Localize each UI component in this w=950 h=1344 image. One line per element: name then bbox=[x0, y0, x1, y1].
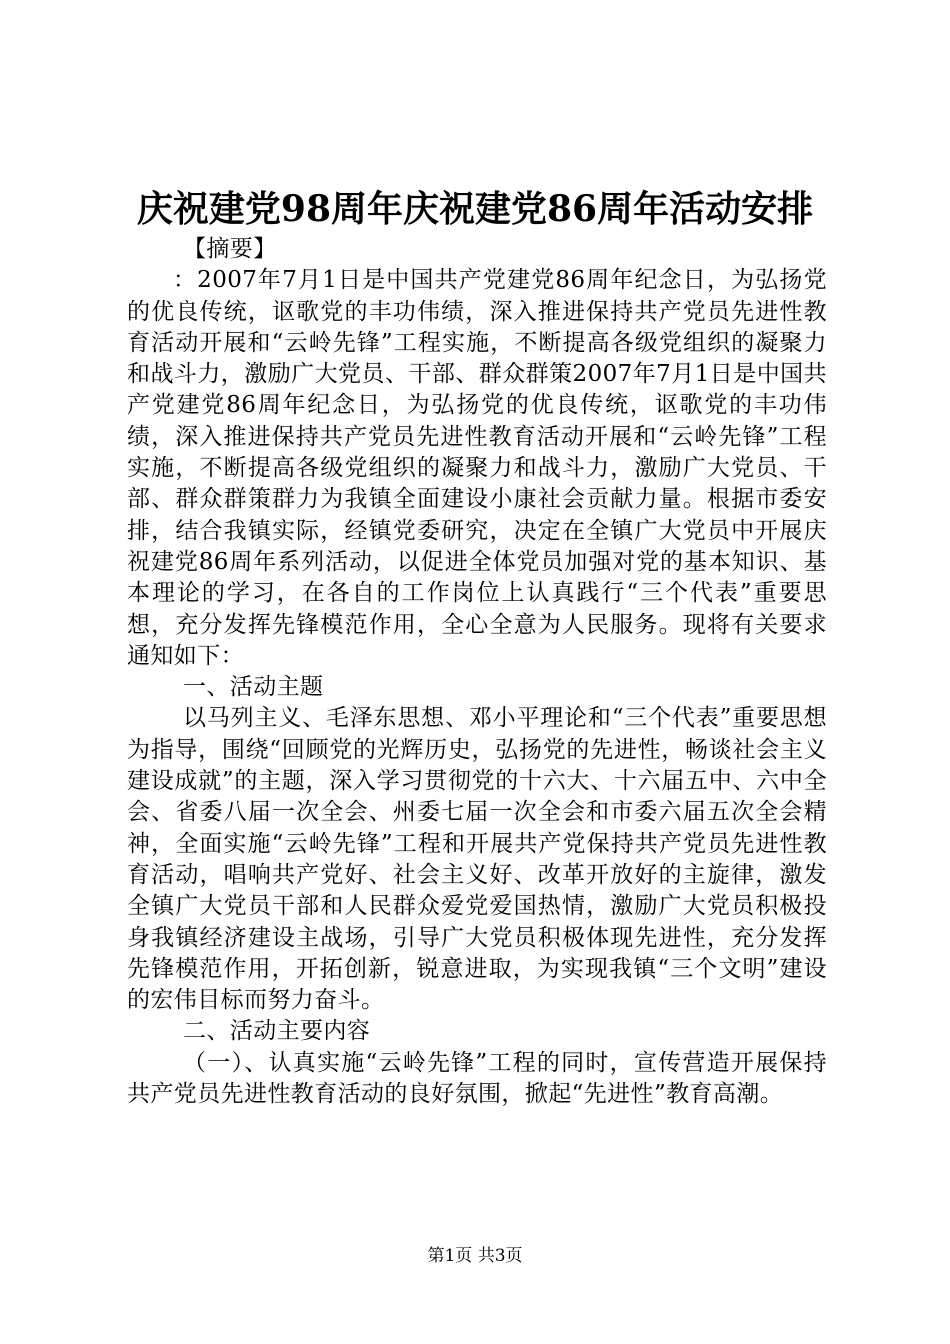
paragraph-content-1: （一）、认真实施“云岭先锋”工程的同时，宣传营造开展保持共产党员先进性教育活动的良好氛围，掀起“先进性”教育高潮。 bbox=[127, 1049, 827, 1108]
section-heading-theme: 一、活动主题 bbox=[183, 674, 324, 701]
page-indicator: 第1页 共3页 bbox=[427, 1246, 523, 1266]
paragraph-theme: 以马列主义、毛泽东思想、邓小平理论和“三个代表”重要思想为指导，围绕“回顾党的光辉历史，弘扬党的先进性，畅谈社会主义建设成就”的主题，深入学习贯彻党的十六大、十六届五中、六中全会、省委八届一次全会、州委七届一次全会和市委六届五次全会精神，全面实施“云岭先锋”工程和开展共产党保持共产党员先进性教育活动，唱响共产党好、社会主义好、改革开放好的主旋律，激发全镇广大党员干部和人民群众爱党爱国热情，激励广大党员积极投身我镇经济建设主战场，引导广大党员积极体现先进性，充分发挥先锋模范作用，开拓创新，锐意进取，为实现我镇“三个文明”建设的宏伟目标而努力奋斗。 bbox=[127, 705, 827, 1014]
paragraph-intro: ：2007年7月1日是中国共产党建党86周年纪念日，为弘扬党的优良传统，讴歌党的丰功伟绩，深入推进保持共产党员先进性教育活动开展和“云岭先锋”工程实施，不断提高各级党组织的凝聚力和战斗力，激励广大党员、干部、群众群策2007年7月1日是中国共产党建党86周年纪念日，为弘扬党的优良传统，讴歌党的丰功伟绩，深入推进保持共产党员先进性教育活动开展和“云岭先锋”工程实施，不断提高各级党组织的凝聚力和战斗力，激励广大党员、干部、群众群策群力为我镇全面建设小康社会贡献力量。根据市委安排，结合我镇实际，经镇党委研究，决定在全镇广大党员中开展庆祝建党86周年系列活动，以促进全体党员加强对党的基本知识、基本理论的学习，在各自的工作岗位上认真践行“三个代表”重要思想，充分发挥先锋模范作用，全心全意为人民服务。现将有关要求通知如下： bbox=[127, 267, 827, 669]
section-heading-content: 二、活动主要内容 bbox=[183, 1018, 371, 1045]
document-body bbox=[127, 234, 827, 1110]
document-title: 庆祝建党98周年庆祝建党86周年活动安排 bbox=[136, 188, 814, 230]
abstract-label: 【摘要】 bbox=[183, 236, 277, 262]
